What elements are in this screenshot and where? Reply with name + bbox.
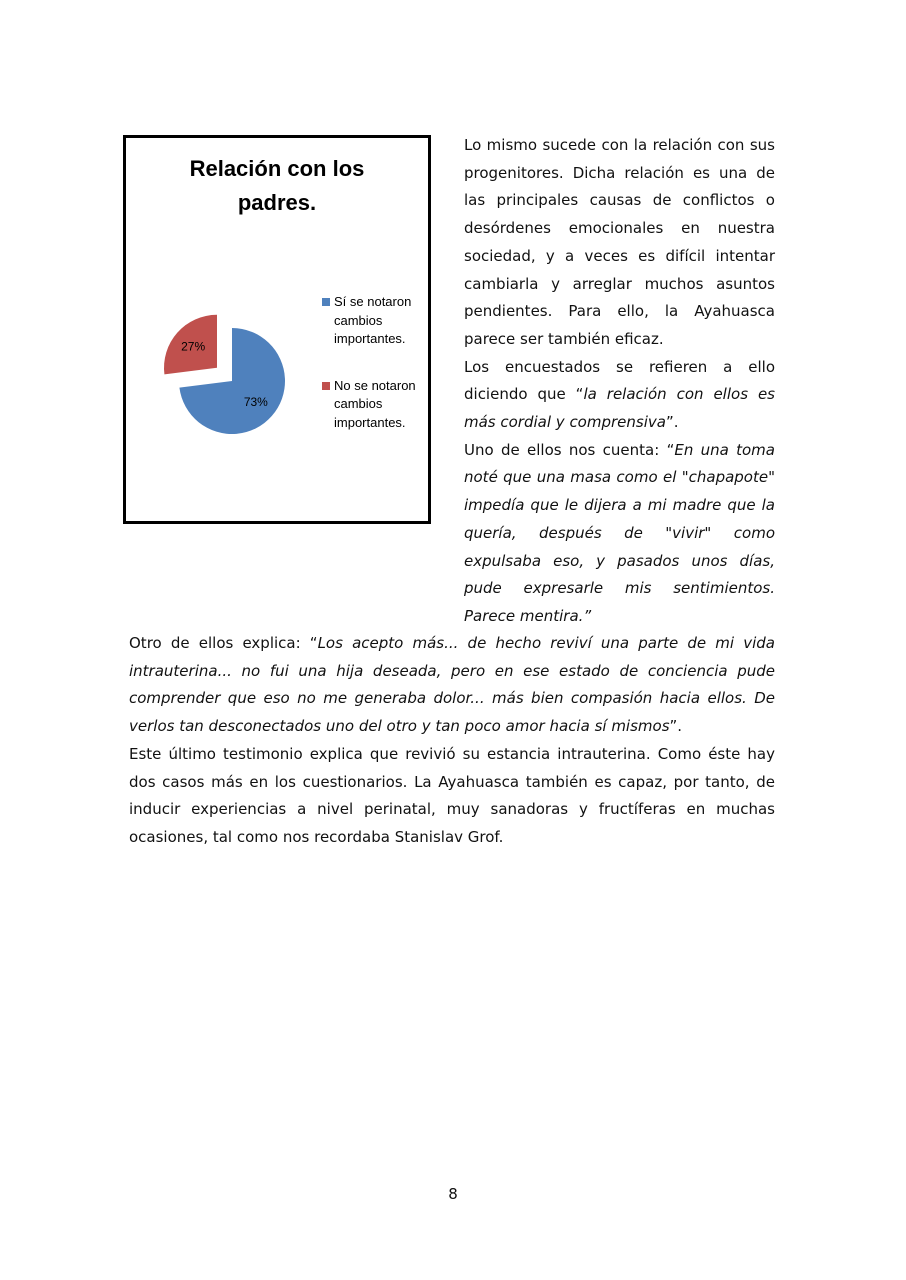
paragraph-encuestados (464, 354, 775, 437)
legend-item-yes (322, 293, 422, 349)
paragraph-conclusion: Este último testimonio explica que revivió su estancia intrauterina. Como éste hay dos casos más en los cuestionarios. La Ayahuasca también es capaz, por tanto, de inducir experiencias a nivel perinatal, muy sanadoras y fructíferas en muchas ocasiones, tal como nos recordaba Stanislav Grof. (129, 744, 775, 846)
pie-chart (123, 135, 431, 524)
legend-swatch-no (322, 382, 330, 390)
quote-text: Los acepto más... de hecho reviví una parte de mi vida intrauterina... no fui una hija deseada, pero en ese estado de conciencia pude comprender que eso no me generaba dolor... más bien compasión hacia ellos. De verlos tan desconectados uno del otro y tan poco amor hacia sí mismos (129, 634, 775, 736)
paragraph-lead: Otro de ellos explica: “ (129, 634, 318, 652)
chart-title: Relación con los padres. (189, 156, 365, 215)
chart-legend (322, 293, 422, 432)
paragraph-lead: Los encuestados se refieren a ello diciendo que “ (464, 357, 775, 404)
paragraph-testimonio-1 (464, 437, 775, 631)
paragraph-progenitores: Lo mismo sucede con la relación con sus progenitores. Dicha relación es una de las principales causas de conflictos o desórdenes emocionales en nuestra sociedad, y a veces es difícil intentar cambiarla y arreglar muchos asuntos pendientes. Para ello, la Ayahuasca parece ser también eficaz. (464, 136, 775, 348)
pie-data-label-yes: 73% (243, 395, 268, 410)
paragraph-testimonio-2 (129, 630, 775, 741)
paragraph-tail: ”. (665, 413, 679, 432)
quote-text: En una toma noté que una masa como el "chapapote" impedía que le dijera a mi madre que la quería, después de "vivir" como expulsaba eso, y pasados unos días, pude expresarle mis sentimientos. Parece mentira.” (464, 440, 775, 625)
pie-data-label-no: 27% (181, 339, 206, 354)
legend-label-yes: Sí se notaron cambios importantes. (334, 294, 412, 346)
legend-swatch-yes (322, 298, 330, 306)
quote-text: la relación con ellos es más cordial y comprensiva (464, 385, 775, 432)
paragraph-lead: Uno de ellos nos cuenta: “ (464, 440, 675, 459)
full-width-text (129, 630, 775, 852)
right-column-text (464, 132, 775, 631)
legend-item-no (322, 377, 422, 433)
paragraph-tail: ”. (669, 717, 683, 736)
legend-label-no: No se notaron cambios importantes. (334, 377, 416, 430)
page-number: 8 (448, 1185, 458, 1203)
